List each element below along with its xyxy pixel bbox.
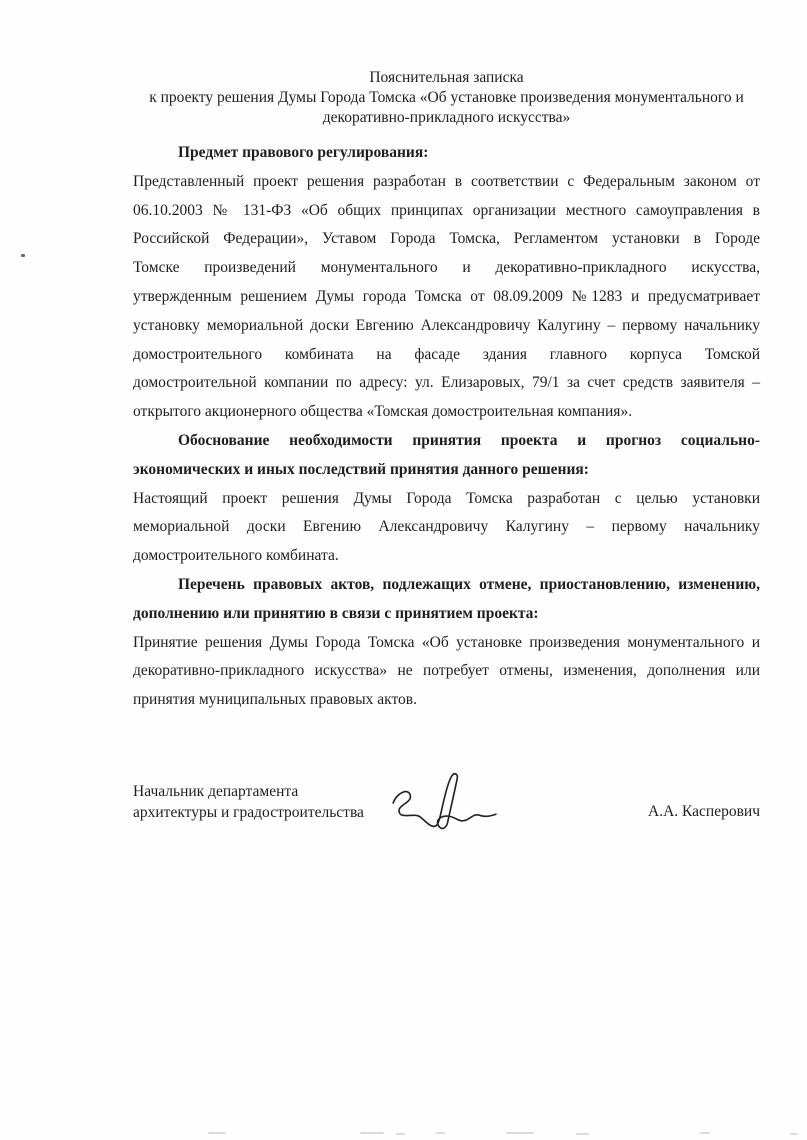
text-line: Представленный проект решения разработан в соответствии с Федеральным законом от bbox=[133, 172, 760, 190]
text-line: принятия муниципальных правовых актов. bbox=[133, 691, 417, 709]
text-line: Российской Федерации», Уставом Города Томска, Регламентом установки в Городе bbox=[133, 230, 760, 248]
scan-artifact bbox=[700, 1132, 710, 1134]
scan-artifact bbox=[360, 1132, 384, 1134]
section-heading-justification bbox=[133, 427, 760, 485]
scan-artifact bbox=[436, 1132, 445, 1134]
signatory-name: А.А. Касперович bbox=[648, 803, 760, 820]
text-line: домостроительного комбината. bbox=[133, 547, 339, 565]
section-paragraph-justification bbox=[133, 485, 760, 571]
text-line: 06.10.2003 № 131-ФЗ «Об общих принципах организации местного самоуправления в bbox=[133, 201, 760, 219]
document-body bbox=[133, 139, 760, 715]
section-paragraph-subject bbox=[133, 168, 760, 427]
scan-artifact bbox=[506, 1132, 534, 1134]
section-paragraph-legal-acts bbox=[133, 629, 760, 715]
text-line: Начальник департамента bbox=[133, 783, 299, 800]
text-line: установку мемориальной доски Евгению Александровичу Калугину – первому начальнику bbox=[133, 316, 760, 334]
document-title bbox=[133, 68, 760, 128]
text-line: дополнению или принятию в связи с принятием проекта: bbox=[133, 604, 539, 622]
scan-artifact bbox=[790, 1133, 798, 1135]
signatory-position bbox=[133, 781, 364, 823]
text-line: декоративно-прикладного искусства» не потребует отмены, изменения, дополнения или bbox=[133, 662, 760, 680]
section-heading-legal-acts bbox=[133, 571, 760, 629]
text-line: Томске произведений монументального и декоративно-прикладного искусства, bbox=[133, 259, 760, 277]
scan-artifact bbox=[396, 1133, 405, 1135]
section-heading-subject bbox=[133, 139, 760, 168]
text-line: открытого акционерного общества «Томская домостроительная компания». bbox=[133, 403, 633, 421]
text-line: Перечень правовых актов, подлежащих отмене, приостановлению, изменению, bbox=[178, 575, 760, 593]
scan-speck bbox=[21, 254, 25, 257]
text-line: Пояснительная записка bbox=[369, 69, 524, 86]
scan-artifact bbox=[208, 1132, 226, 1134]
text-line: утвержденным решением Думы города Томска от 08.09.2009 №1283 и предусматривает bbox=[133, 287, 760, 305]
text-line: мемориальной доски Евгению Александровичу Калугину – первому начальнику bbox=[133, 518, 760, 536]
text-line: Настоящий проект решения Думы Города Томска разработан с целью установки bbox=[133, 489, 760, 507]
document-content bbox=[133, 68, 760, 715]
text-line: декоративно-прикладного искусства» bbox=[322, 109, 571, 126]
handwritten-signature-image bbox=[388, 770, 502, 834]
text-line: домостроительного комбината на фасаде здания главного корпуса Томской bbox=[133, 345, 760, 363]
text-line: домостроительной компании по адресу: ул. Елизаровых, 79/1 за счет средств заявителя – bbox=[133, 374, 760, 392]
text-line: архитектуры и градостроительства bbox=[133, 804, 364, 821]
text-line: к проекту решения Думы Города Томска «Об установке произведения монументального и bbox=[149, 89, 744, 106]
text-line: экономических и иных последствий принятия данного решения: bbox=[133, 460, 589, 478]
text-line: Предмет правового регулирования: bbox=[178, 144, 429, 161]
text-line: Принятие решения Думы Города Томска «Об установке произведения монументального и bbox=[133, 633, 760, 651]
text-line: Обоснование необходимости принятия проекта и прогноз социально- bbox=[178, 431, 760, 449]
scan-artifact bbox=[576, 1133, 589, 1135]
